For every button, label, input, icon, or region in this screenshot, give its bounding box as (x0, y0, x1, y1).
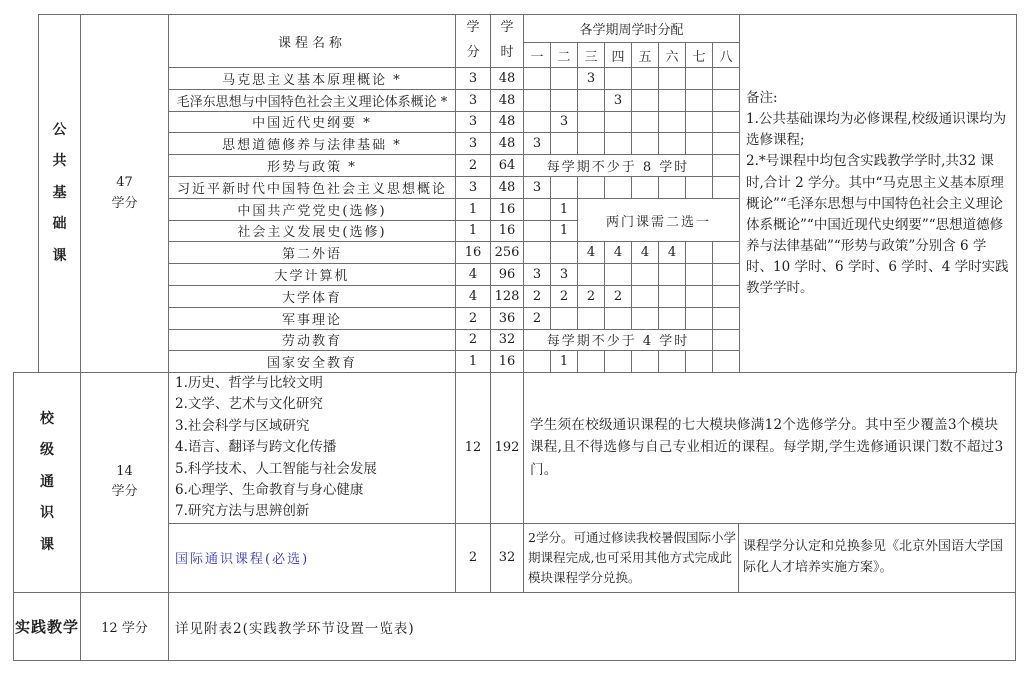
module-item: 2.文学、艺术与文化研究 (175, 396, 323, 413)
sem-cell (605, 111, 632, 133)
hours-cell: 64 (491, 155, 524, 177)
practice-note-cell: 详见附表2(实践教学环节设置一览表) (169, 593, 1016, 661)
sem-cell (551, 89, 578, 111)
sem-cell (713, 176, 740, 198)
semester-header: 一 (524, 43, 551, 68)
hours-cell: 96 (491, 264, 524, 286)
sem-cell (713, 351, 740, 373)
sem-cell (605, 68, 632, 90)
sem-cell (551, 307, 578, 329)
credits-cell: 4 (456, 285, 491, 307)
sem-cell (713, 89, 740, 111)
sem-cell (524, 242, 551, 264)
sem-cell (659, 111, 686, 133)
remarks-title: 备注: (746, 90, 778, 107)
section-credits-number: 47 (116, 174, 133, 190)
sem-cell (578, 89, 605, 111)
sem-cell (659, 307, 686, 329)
semester-header: 七 (686, 43, 713, 68)
sem-cell (578, 111, 605, 133)
sem-cell: 3 (551, 264, 578, 286)
credits-cell: 1 (456, 351, 491, 373)
sem-cell: 2 (524, 285, 551, 307)
sem-cell (605, 176, 632, 198)
sem-cell (713, 242, 740, 264)
hours-cell: 48 (491, 176, 524, 198)
course-name-cell: 习近平新时代中国特色社会主义思想概论 (169, 176, 456, 198)
sem-cell (713, 155, 740, 177)
sem-cell (632, 89, 659, 111)
course-name-cell: 中国共产党党史(选修) (169, 198, 456, 220)
course-name-cell: 社会主义发展史(选修) (169, 220, 456, 242)
sem-cell (578, 176, 605, 198)
sem-cell: 1 (551, 351, 578, 373)
credits-cell: 2 (456, 155, 491, 177)
module-item: 1.历史、哲学与比较文明 (175, 375, 323, 391)
sem-cell (605, 133, 632, 155)
module-item: 7.研究方法与思辨创新 (175, 503, 310, 520)
sem-cell (659, 264, 686, 286)
section-credits-number: 14 (116, 463, 133, 479)
hours-cell: 32 (491, 523, 524, 592)
category-label: 校级通识课 (40, 410, 54, 553)
sem-cell (605, 264, 632, 286)
semester-distribution-header: 各学期周学时分配 (524, 15, 740, 43)
sem-cell: 1 (551, 220, 578, 242)
course-name-cell: 毛泽东思想与中国特色社会主义理论体系概论 * (169, 89, 456, 111)
min-hours-note-cell: 每学期不少于 4 学时 (524, 329, 713, 351)
hours-header: 学时 (491, 15, 524, 68)
credits-cell: 3 (456, 68, 491, 90)
intl-course-link[interactable]: 国际通识课程(必选) (175, 552, 310, 568)
credits-cell: 3 (456, 89, 491, 111)
sem-cell: 3 (578, 68, 605, 90)
course-name-cell: 大学计算机 (169, 264, 456, 286)
section-credits-cell (81, 15, 169, 373)
remarks-item-2: 2.*号课程中均包含实践教学学时,共32 课时,合计 2 学分。其中“马克思主义基本原理概论”“毛泽东思想与中国特色社会主义理论体系概论”“中国近现代史纲要”“思想道德修养与法律基础”“形势与政策”分别含 6 学时、10 学时、6 学时、6 学时、4 学时实践教学学时。 (746, 153, 1009, 296)
semester-header: 六 (659, 43, 686, 68)
sem-cell (524, 68, 551, 90)
header-row-1 (39, 15, 1017, 43)
sem-cell (713, 68, 740, 90)
sem-cell (632, 307, 659, 329)
module-item: 4.语言、翻译与跨文化传播 (175, 439, 337, 456)
section-category-cell (39, 15, 81, 373)
sem-cell (524, 89, 551, 111)
credits-cell: 3 (456, 176, 491, 198)
course-name-cell: 第二外语 (169, 242, 456, 264)
credits-cell: 12 (456, 373, 491, 524)
intl-course-remark-cell: 课程学分认定和兑换参见《北京外国语大学国际化人才培养实施方案》。 (739, 523, 1016, 592)
sem-cell (524, 220, 551, 242)
hours-cell: 16 (491, 220, 524, 242)
sem-cell: 4 (578, 242, 605, 264)
hours-cell: 32 (491, 329, 524, 351)
section-credits-cell (81, 373, 169, 593)
sem-cell: 4 (659, 242, 686, 264)
practical-teaching-table (13, 592, 1016, 661)
sem-cell (713, 285, 740, 307)
sem-cell: 3 (524, 133, 551, 155)
sem-cell (551, 133, 578, 155)
sem-cell (524, 111, 551, 133)
sem-cell: 4 (632, 242, 659, 264)
section-credits-unit: 学分 (111, 195, 138, 211)
sem-cell (578, 307, 605, 329)
practice-row (14, 593, 1016, 661)
sem-cell (713, 264, 740, 286)
module-rule-note-cell: 学生须在校级通识课程的七大模块修满12个选修学分。其中至少覆盖3个模块课程,且不得选修与自己专业相近的课程。每学期,学生选修通识课门数不超过3门。 (524, 373, 1016, 524)
credits-cell: 4 (456, 264, 491, 286)
choice-note-cell: 两门课需二选一 (578, 198, 740, 242)
sem-cell (632, 351, 659, 373)
course-name-cell: 马克思主义基本原理概论 * (169, 68, 456, 90)
sem-cell (659, 351, 686, 373)
credits-cell: 16 (456, 242, 491, 264)
sem-cell (686, 176, 713, 198)
sem-cell (632, 176, 659, 198)
hours-cell: 48 (491, 133, 524, 155)
credits-cell: 1 (456, 198, 491, 220)
section-credits-unit: 学分 (111, 484, 138, 500)
course-name-cell: 中国近代史纲要 * (169, 111, 456, 133)
sem-cell: 4 (605, 242, 632, 264)
sem-cell (632, 111, 659, 133)
sem-cell (578, 264, 605, 286)
hours-cell: 256 (491, 242, 524, 264)
sem-cell (524, 351, 551, 373)
sem-cell (551, 242, 578, 264)
credits-cell: 2 (456, 329, 491, 351)
sem-cell (632, 285, 659, 307)
hours-cell: 128 (491, 285, 524, 307)
hours-cell: 48 (491, 89, 524, 111)
sem-cell (686, 285, 713, 307)
sem-cell (686, 68, 713, 90)
credits-header: 学分 (456, 15, 491, 68)
sem-cell: 1 (551, 198, 578, 220)
course-name-cell: 国家安全教育 (169, 351, 456, 373)
sem-cell (713, 133, 740, 155)
sem-cell (686, 264, 713, 286)
sem-cell (659, 176, 686, 198)
module-item: 6.心理学、生命教育与身心健康 (175, 482, 364, 499)
sem-cell (713, 111, 740, 133)
min-hours-note-cell: 每学期不少于 8 学时 (524, 155, 713, 177)
course-name-cell: 思想道德修养与法律基础 * (169, 133, 456, 155)
credits-cell: 3 (456, 111, 491, 133)
sem-cell (632, 264, 659, 286)
hours-cell: 192 (491, 373, 524, 524)
section-category-cell (14, 373, 81, 593)
sem-cell: 3 (551, 111, 578, 133)
modules-row (14, 373, 1016, 524)
semester-header: 五 (632, 43, 659, 68)
sem-cell (659, 133, 686, 155)
sem-cell (659, 68, 686, 90)
course-name-cell: 形势与政策 * (169, 155, 456, 177)
hours-cell: 16 (491, 198, 524, 220)
course-name-header: 课程名称 (169, 15, 456, 68)
module-list-cell (169, 373, 456, 524)
section-credits-cell: 12 学分 (81, 593, 169, 661)
sem-cell: 2 (605, 285, 632, 307)
sem-cell (578, 351, 605, 373)
sem-cell: 3 (524, 264, 551, 286)
intl-course-note-cell: 2学分。可通过修读我校暑假国际小学期课程完成,也可采用其他方式完成此模块课程学分兑换。 (524, 523, 739, 592)
sem-cell (605, 351, 632, 373)
sem-cell (713, 307, 740, 329)
sem-cell (686, 89, 713, 111)
remarks-cell (740, 15, 1017, 373)
sem-cell (659, 89, 686, 111)
sem-cell (713, 329, 740, 351)
sem-cell (686, 351, 713, 373)
module-item: 3.社会科学与区域研究 (175, 417, 310, 434)
course-name-cell: 劳动教育 (169, 329, 456, 351)
sem-cell: 3 (605, 89, 632, 111)
sem-cell (686, 242, 713, 264)
intl-course-name-cell (169, 523, 456, 592)
sem-cell (632, 133, 659, 155)
hours-cell: 48 (491, 68, 524, 90)
sem-cell (686, 133, 713, 155)
sem-cell (605, 307, 632, 329)
course-name-cell: 军事理论 (169, 307, 456, 329)
remarks-item-1: 1.公共基础课均为必修课程,校级通识课均为选修课程; (746, 111, 1007, 149)
sem-cell: 2 (524, 307, 551, 329)
semester-header: 八 (713, 43, 740, 68)
credits-cell: 3 (456, 133, 491, 155)
sem-cell (551, 176, 578, 198)
credits-cell: 1 (456, 220, 491, 242)
hours-cell: 36 (491, 307, 524, 329)
general-education-table (13, 372, 1016, 593)
credits-cell: 2 (456, 307, 491, 329)
credits-cell: 2 (456, 523, 491, 592)
sem-cell (686, 307, 713, 329)
sem-cell (686, 111, 713, 133)
semester-header: 三 (578, 43, 605, 68)
hours-cell: 16 (491, 351, 524, 373)
category-label: 公共基础课 (52, 121, 67, 264)
sem-cell (551, 68, 578, 90)
hours-cell: 48 (491, 111, 524, 133)
section-category-cell: 实践教学 (14, 593, 81, 661)
sem-cell (659, 285, 686, 307)
sem-cell (578, 133, 605, 155)
sem-cell: 3 (524, 176, 551, 198)
public-basic-course-table (38, 14, 1017, 373)
sem-cell: 2 (551, 285, 578, 307)
module-item: 5.科学技术、人工智能与社会发展 (175, 460, 377, 477)
sem-cell (632, 68, 659, 90)
course-name-cell: 大学体育 (169, 285, 456, 307)
sem-cell: 2 (578, 285, 605, 307)
semester-header: 二 (551, 43, 578, 68)
sem-cell (524, 198, 551, 220)
semester-header: 四 (605, 43, 632, 68)
